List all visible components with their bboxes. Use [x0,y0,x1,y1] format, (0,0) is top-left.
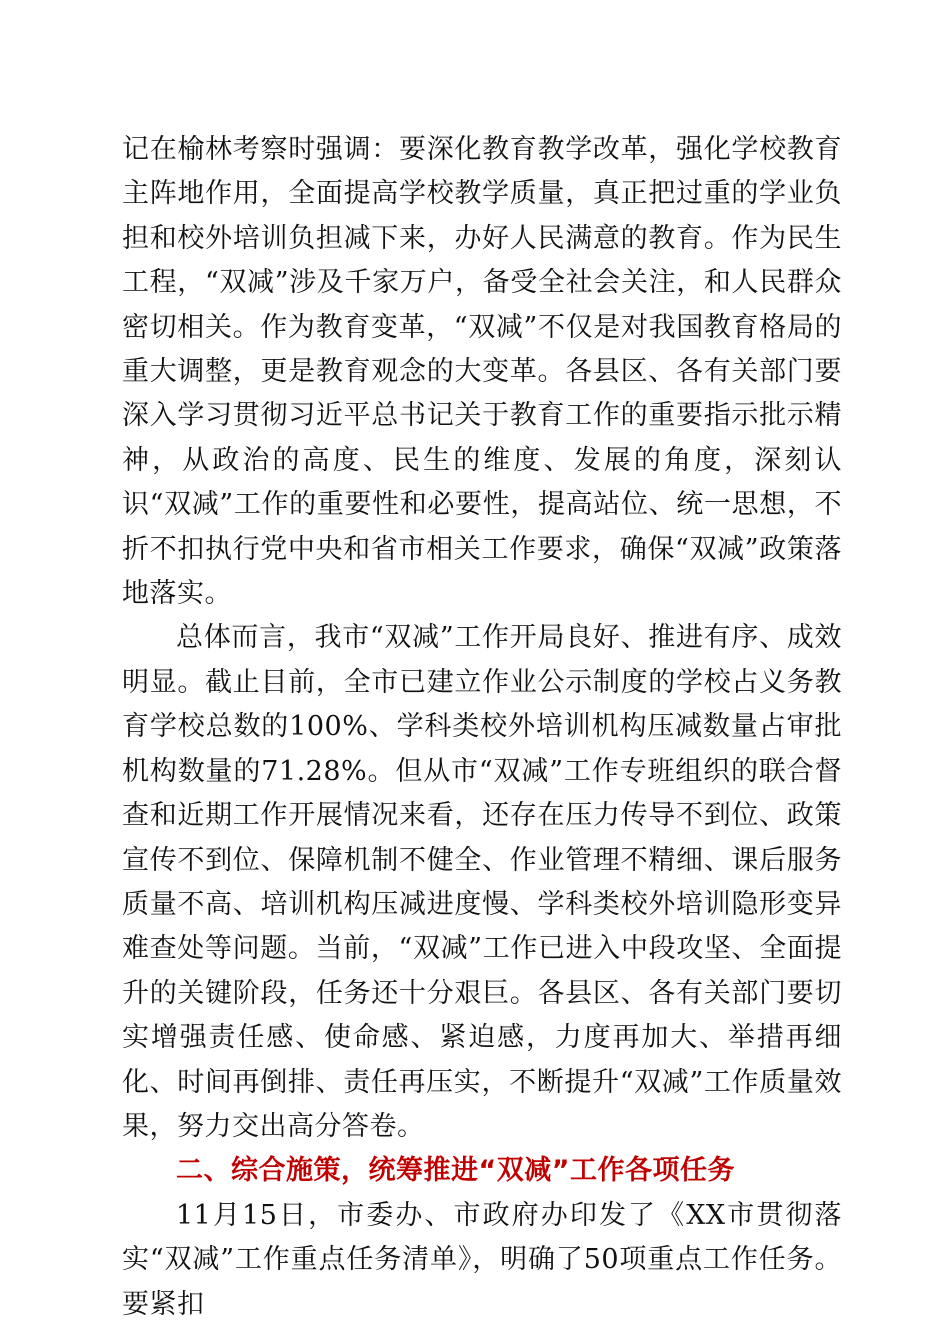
document-body [122,128,842,1327]
paragraph-continuation: 记在榆林考察时强调：要深化教育教学改革，强化学校教育主阵地作用，全面提高学校教学质量，真正把过重的学业负担和校外培训负担减下来，办好人民满意的教育。作为民生工程，“双减”涉及千家万户，备受全社会关注，和人民群众密切相关。作为教育变革，“双减”不仅是对我国教育格局的重大调整，更是教育观念的大变革。各县区、各有关部门要深入学习贯彻习近平总书记关于教育工作的重要指示批示精神，从政治的高度、民生的维度、发展的角度，深刻认识“双减”工作的重要性和必要性，提高站位、统一思想，不折不扣执行党中央和省市相关工作要求，确保“双减”政策落地落实。 [122,134,842,610]
section-heading: 二、综合施策，统筹推进“双减”工作各项任务 [176,1155,735,1187]
paragraph-tasks: 11月15日，市委办、市政府办印发了《XX市贯彻落实“双减”工作重点任务清单》，明确了50项重点工作任务。要紧扣 [122,1199,842,1320]
paragraph-summary: 总体而言，我市“双减”工作开局良好、推进有序、成效明显。截止目前，全市已建立作业公示制度的学校占义务教育学校总数的100%、学科类校外培训机构压减数量占审批机构数量的71.28%。但从市“双减”工作专班组织的联合督查和近期工作开展情况来看，还存在压力传导不到位、政策宣传不到位、保障机制不健全、作业管理不精细、课后服务质量不高、培训机构压减进度慢、学科类校外培训隐形变异难查处等问题。当前，“双减”工作已进入中段攻坚、全面提升的关键阶段，任务还十分艰巨。各县区、各有关部门要切实增强责任感、使命感、紧迫感，力度再加大、举措再细化、时间再倒排、责任再压实，不断提升“双减”工作质量效果，努力交出高分答卷。 [122,622,842,1142]
